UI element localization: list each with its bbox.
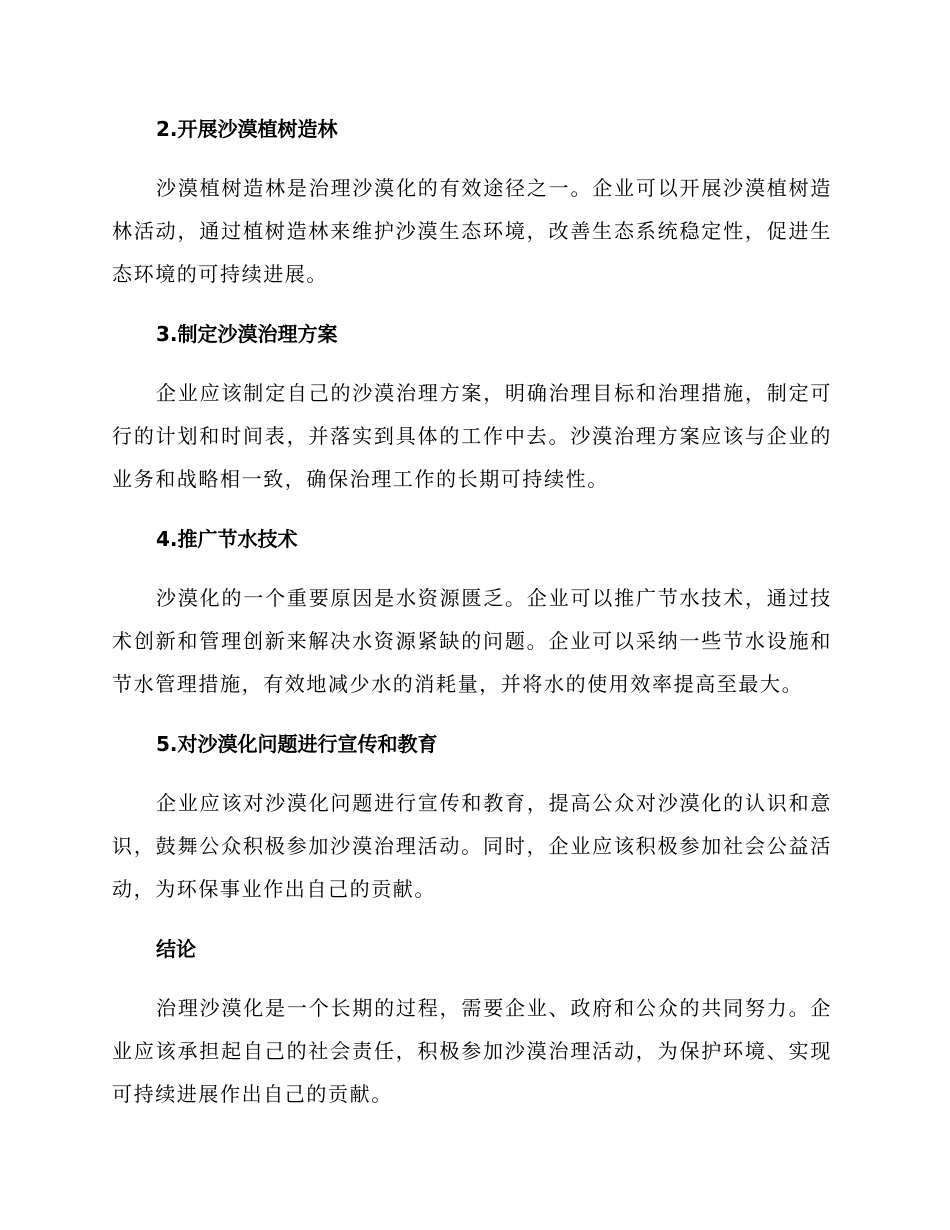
document-body	[112, 110, 832, 1135]
section-conclusion	[112, 930, 832, 1116]
section-heading: 4.推广节水技术	[156, 527, 298, 551]
section-heading: 5.对沙漠化问题进行宣传和教育	[156, 732, 438, 756]
section-heading: 3.制定沙漠治理方案	[156, 322, 338, 346]
section-paragraph: 企业应该制定自己的沙漠治理方案，明确治理目标和治理措施，制定可行的计划和时间表，并落实到具体的工作中去。沙漠治理方案应该与企业的业务和战略相一致，确保治理工作的长期可持续性。	[112, 381, 832, 491]
section-afforestation	[112, 110, 832, 296]
section-governance-plan	[112, 315, 832, 501]
section-paragraph: 沙漠植树造林是治理沙漠化的有效途径之一。企业可以开展沙漠植树造林活动，通过植树造林来维护沙漠生态环境，改善生态系统稳定性，促进生态环境的可持续进展。	[112, 176, 832, 286]
section-heading: 2.开展沙漠植树造林	[156, 117, 338, 141]
section-paragraph: 企业应该对沙漠化问题进行宣传和教育，提高公众对沙漠化的认识和意识，鼓舞公众积极参加沙漠治理活动。同时，企业应该积极参加社会公益活动，为环保事业作出自己的贡献。	[112, 791, 832, 901]
section-water-saving	[112, 520, 832, 706]
section-publicity-education	[112, 725, 832, 911]
section-paragraph: 沙漠化的一个重要原因是水资源匮乏。企业可以推广节水技术，通过技术创新和管理创新来解决水资源紧缺的问题。企业可以采纳一些节水设施和节水管理措施，有效地减少水的消耗量，并将水的使用效率提高至最大。	[112, 586, 832, 696]
section-paragraph: 治理沙漠化是一个长期的过程，需要企业、政府和公众的共同努力。企业应该承担起自己的社会责任，积极参加沙漠治理活动，为保护环境、实现可持续进展作出自己的贡献。	[112, 996, 832, 1106]
section-heading: 结论	[156, 937, 196, 961]
